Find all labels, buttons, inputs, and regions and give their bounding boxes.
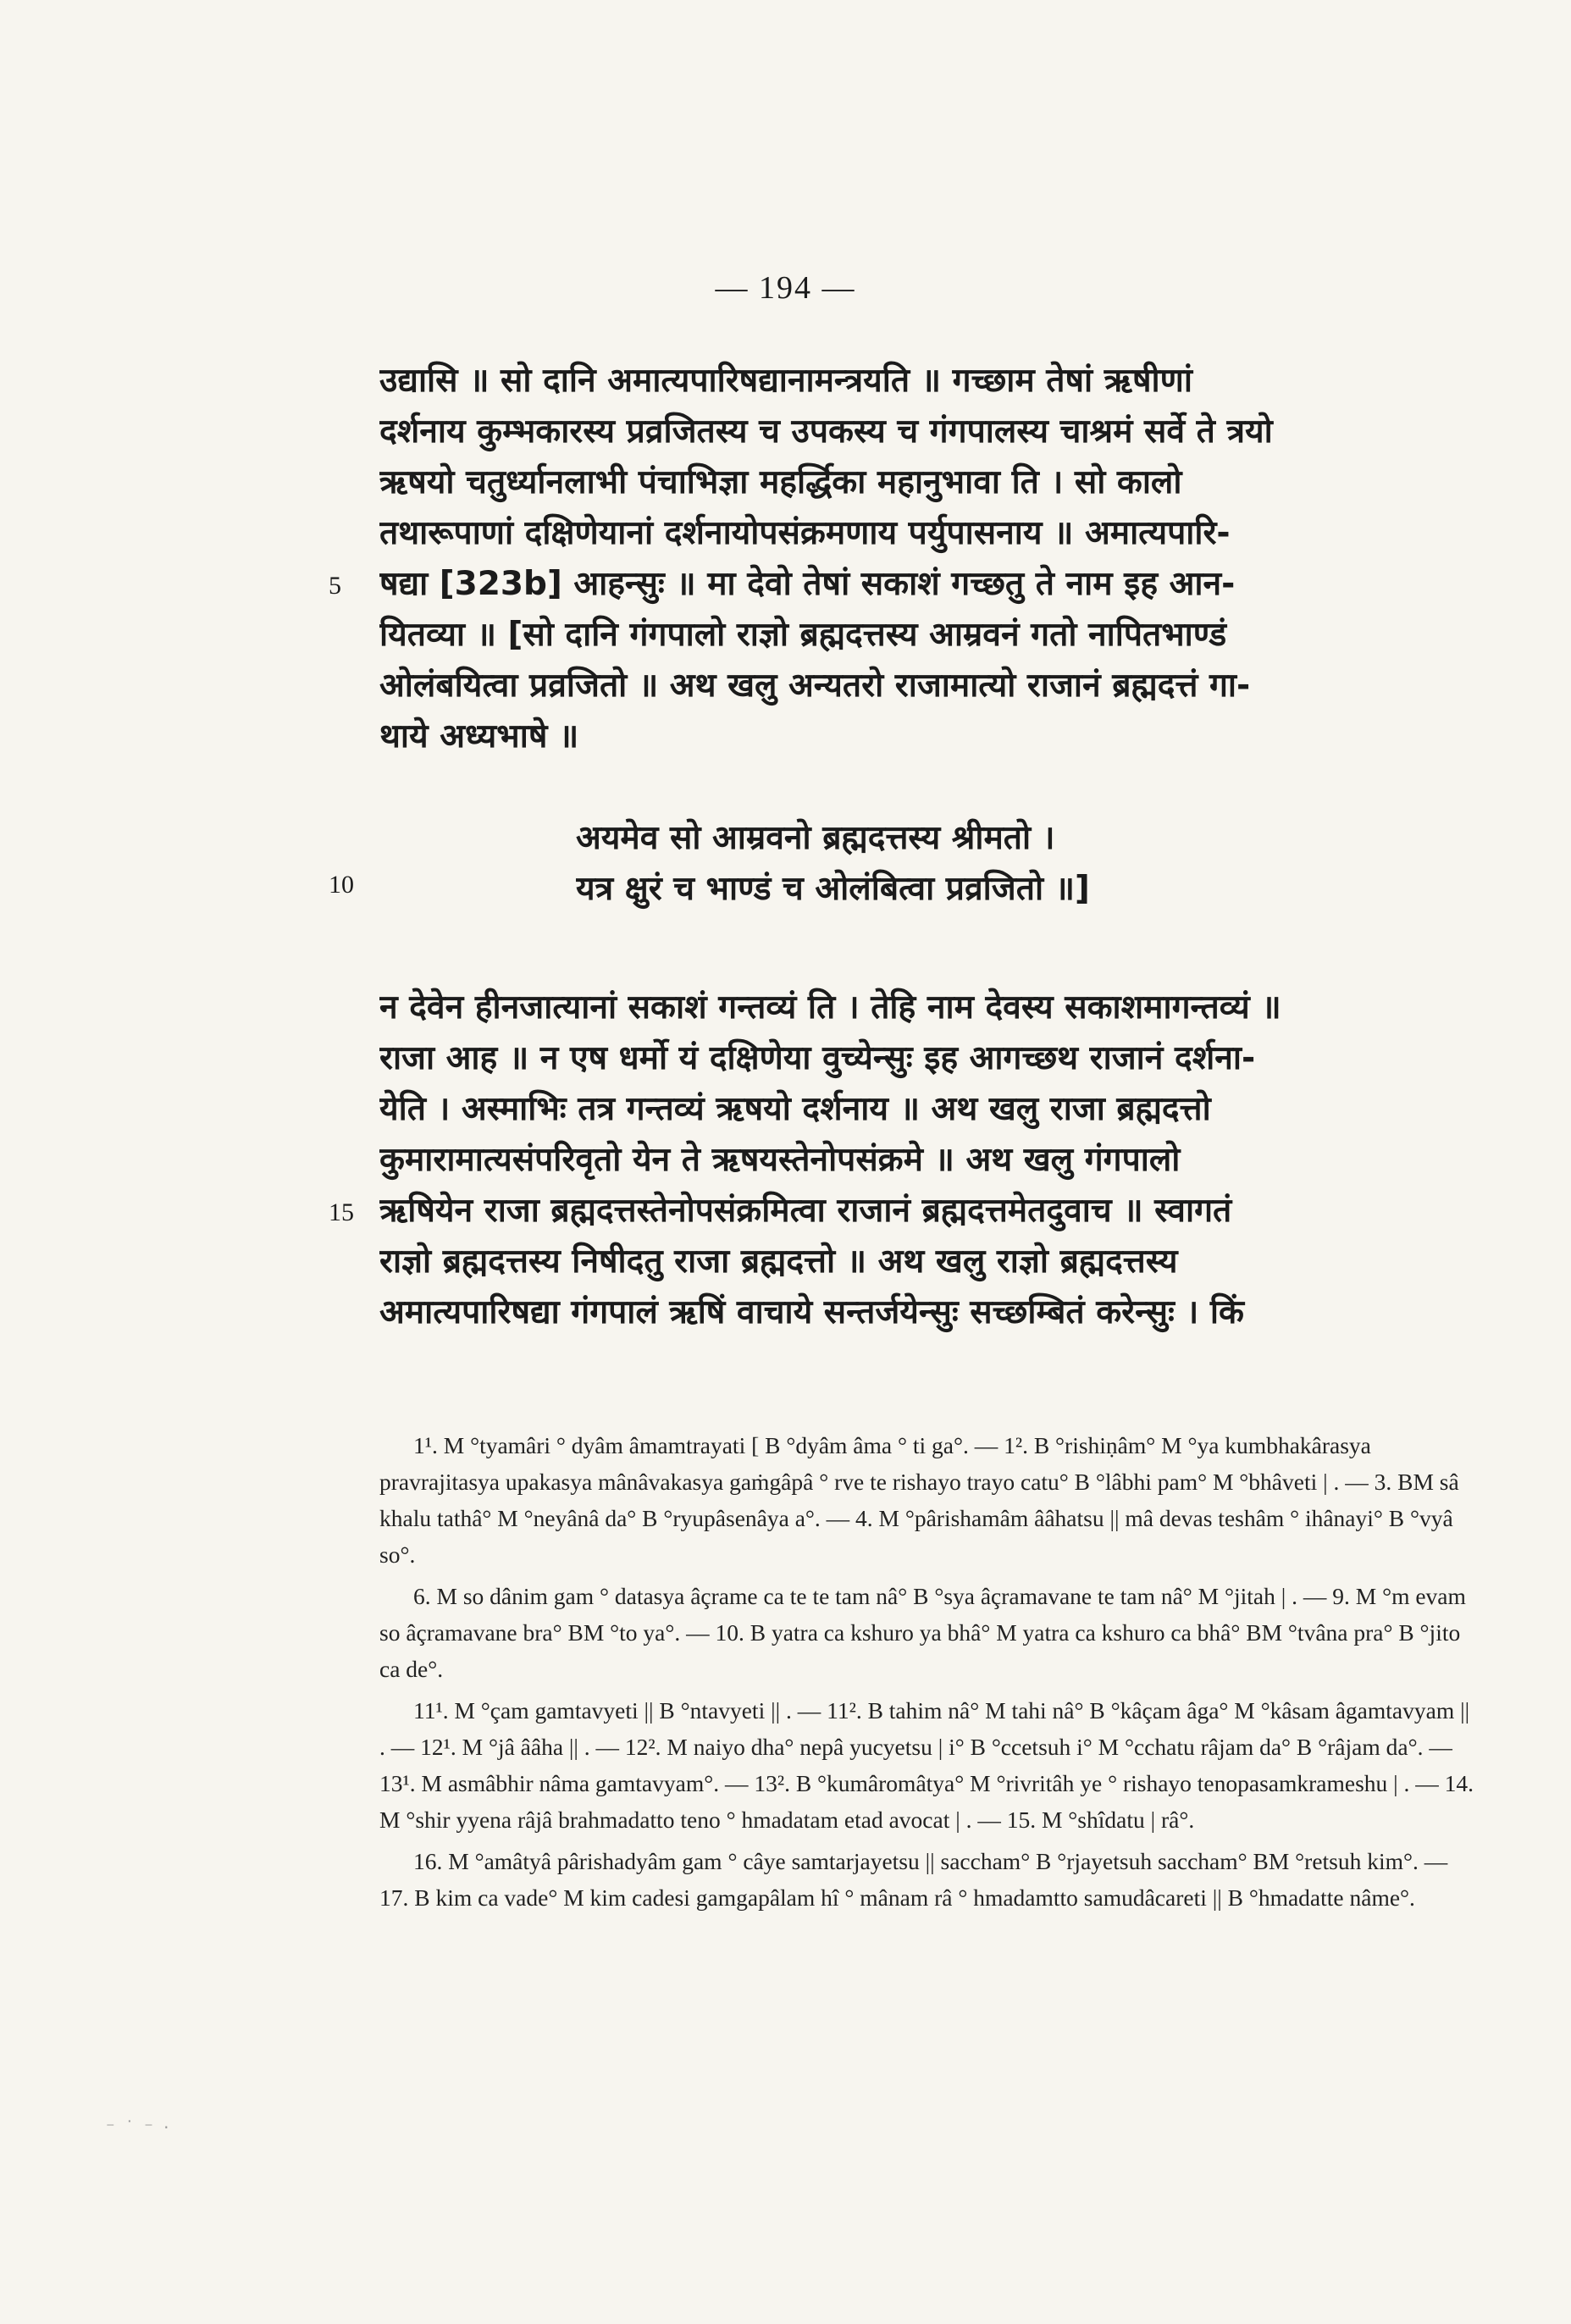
text-line: राजा आह ॥ न एष धर्मो यं दक्षिणेया वुच्येन्सुः इह आगच्छथ राजानं दर्शना- [379,1039,1256,1077]
text-line: अमात्यपारिषद्या गंगपालं ऋषिं वाचाये सन्तर्जयेन्सुः सच्छम्बितं करेन्सुः । किं [379,1293,1244,1331]
text-line: ओलंबयित्वा प्रव्रजितो ॥ अथ खलु अन्यतरो राजामात्यो राजानं ब्रह्मदत्तं गा- [379,667,1251,705]
footnote: 11¹. M °çam gamtavyeti || B °ntavyeti || . — 11². B tahim nâ° M tahi nâ° B °kâçam âga° M °kâsam âgamtavyam || . — 12¹. M °jâ ââha || . — 12². M naiyo dha° nepâ yucyetsu | i° B °ccetsuh i° M °cchatu râjam da° B °râjam da°. — 13¹. M asmâbhir nâma gamtavyam°. — 13². B °kumâromâtya° M °rivritâh ye ° rishayo tenopasamkrameshu | . — 14. M °shir yyena râjâ brahmadatto teno ° hmadatam etad avocat | . — 15. M °shîdatu | râ°. [379,1697,1474,1833]
text-line: षद्या [323b] आहन्सुः ॥ मा देवो तेषां सकाशं गच्छतु ते नाम इह आन- [379,565,1236,603]
text-line: कुमारामात्यसंपरिवृतो येन ते ऋषयस्तेनोपसंक्रमे ॥ अथ खलु गंगपालो [379,1141,1181,1179]
margin-marks: ⁻ ˙ ⁻ · [106,2117,172,2138]
line-number: 5 [329,572,341,600]
verse-line: यत्र क्षुरं च भाण्डं च ओलंबित्वा प्रव्रजितो ॥] [576,870,1090,908]
verse-line: अयमेव सो आम्रवनो ब्रह्मदत्तस्य श्रीमतो । [576,819,1055,857]
footnote: 1¹. M °tyamâri ° dyâm âmamtrayati [ B °dyâm âma ° ti ga°. — 1². B °rishiṇâm° M °ya kumbhakârasya pravrajitasya upakasya mânâvakasya gaṁgâpâ ° rve te rishayo trayo catu° B °lâbhi pam° M °bhâveti | . — 3. BM sâ khalu tathâ° M °neyânâ da° B °ryupâsenâya a°. — 4. M °pârishamâm ââhatsu || mâ devas teshâm ° ihânayi° B °vyâ so°. [379,1432,1459,1568]
text-line: थाये अध्यभाषे ॥ [379,717,579,755]
text-line: तथारूपाणां दक्षिणेयानां दर्शनायोपसंक्रमणाय पर्युपासनाय ॥ अमात्यपारि- [379,514,1231,552]
line-number: 10 [329,871,354,899]
footnotes [379,1427,1480,1921]
text-line: उद्यासि ॥ सो दानि अमात्यपारिषद्यानामन्त्रयति ॥ गच्छाम तेषां ऋषीणां [379,362,1192,400]
text-line: दर्शनाय कुम्भकारस्य प्रव्रजितस्य च उपकस्य च गंगपालस्य चाश्रमं सर्वे ते त्रयो [379,412,1273,451]
footnote: 6. M so dânim gam ° datasya âçrame ca te te tam nâ° B °sya âçramavane te tam nâ° M °jitah | . — 9. M °m evam so âçramavane bra° BM °to ya°. — 10. B yatra ca kshuro ya bhâ° M yatra ca kshuro ca bhâ° BM °tvâna pra° B °jito ca de°. [379,1583,1466,1682]
text-line: न देवेन हीनजात्यानां सकाशं गन्तव्यं ति । तेहि नाम देवस्य सकाशमागन्तव्यं ॥ [379,988,1281,1026]
text-line: ऋषयो चतुर्ध्यानलाभी पंचाभिज्ञा महर्द्धिका महानुभावा ति । सो कालो [379,463,1182,501]
text-line: येति । अस्माभिः तत्र गन्तव्यं ऋषयो दर्शनाय ॥ अथ खलु राजा ब्रह्मदत्तो [379,1090,1211,1128]
text-line: राज्ञो ब्रह्मदत्तस्य निषीदतु राजा ब्रह्मदत्तो ॥ अथ खलु राज्ञो ब्रह्मदत्तस्य [379,1242,1178,1281]
footnote: 16. M °amâtyâ pârishadyâm gam ° câye samtarjayetsu || saccham° B °rjayetsuh saccham° BM °retsuh kim°. — 17. B kim ca vade° M kim cadesi gamgapâlam hî ° mânam râ ° hmadamtto samudâcareti || B °hmadatte nâme°. [379,1848,1448,1911]
text-line: यितव्या ॥ [सो दानि गंगपालो राज्ञो ब्रह्मदत्तस्य आम्रवनं गतो नापितभाण्डं [379,616,1227,654]
text-line: ऋषियेन राजा ब्रह्मदत्तस्तेनोपसंक्रमित्वा राजानं ब्रह्मदत्तमेतदुवाच ॥ स्वागतं [379,1192,1232,1230]
page-number: — 194 — [715,270,856,306]
line-number: 15 [329,1198,354,1226]
